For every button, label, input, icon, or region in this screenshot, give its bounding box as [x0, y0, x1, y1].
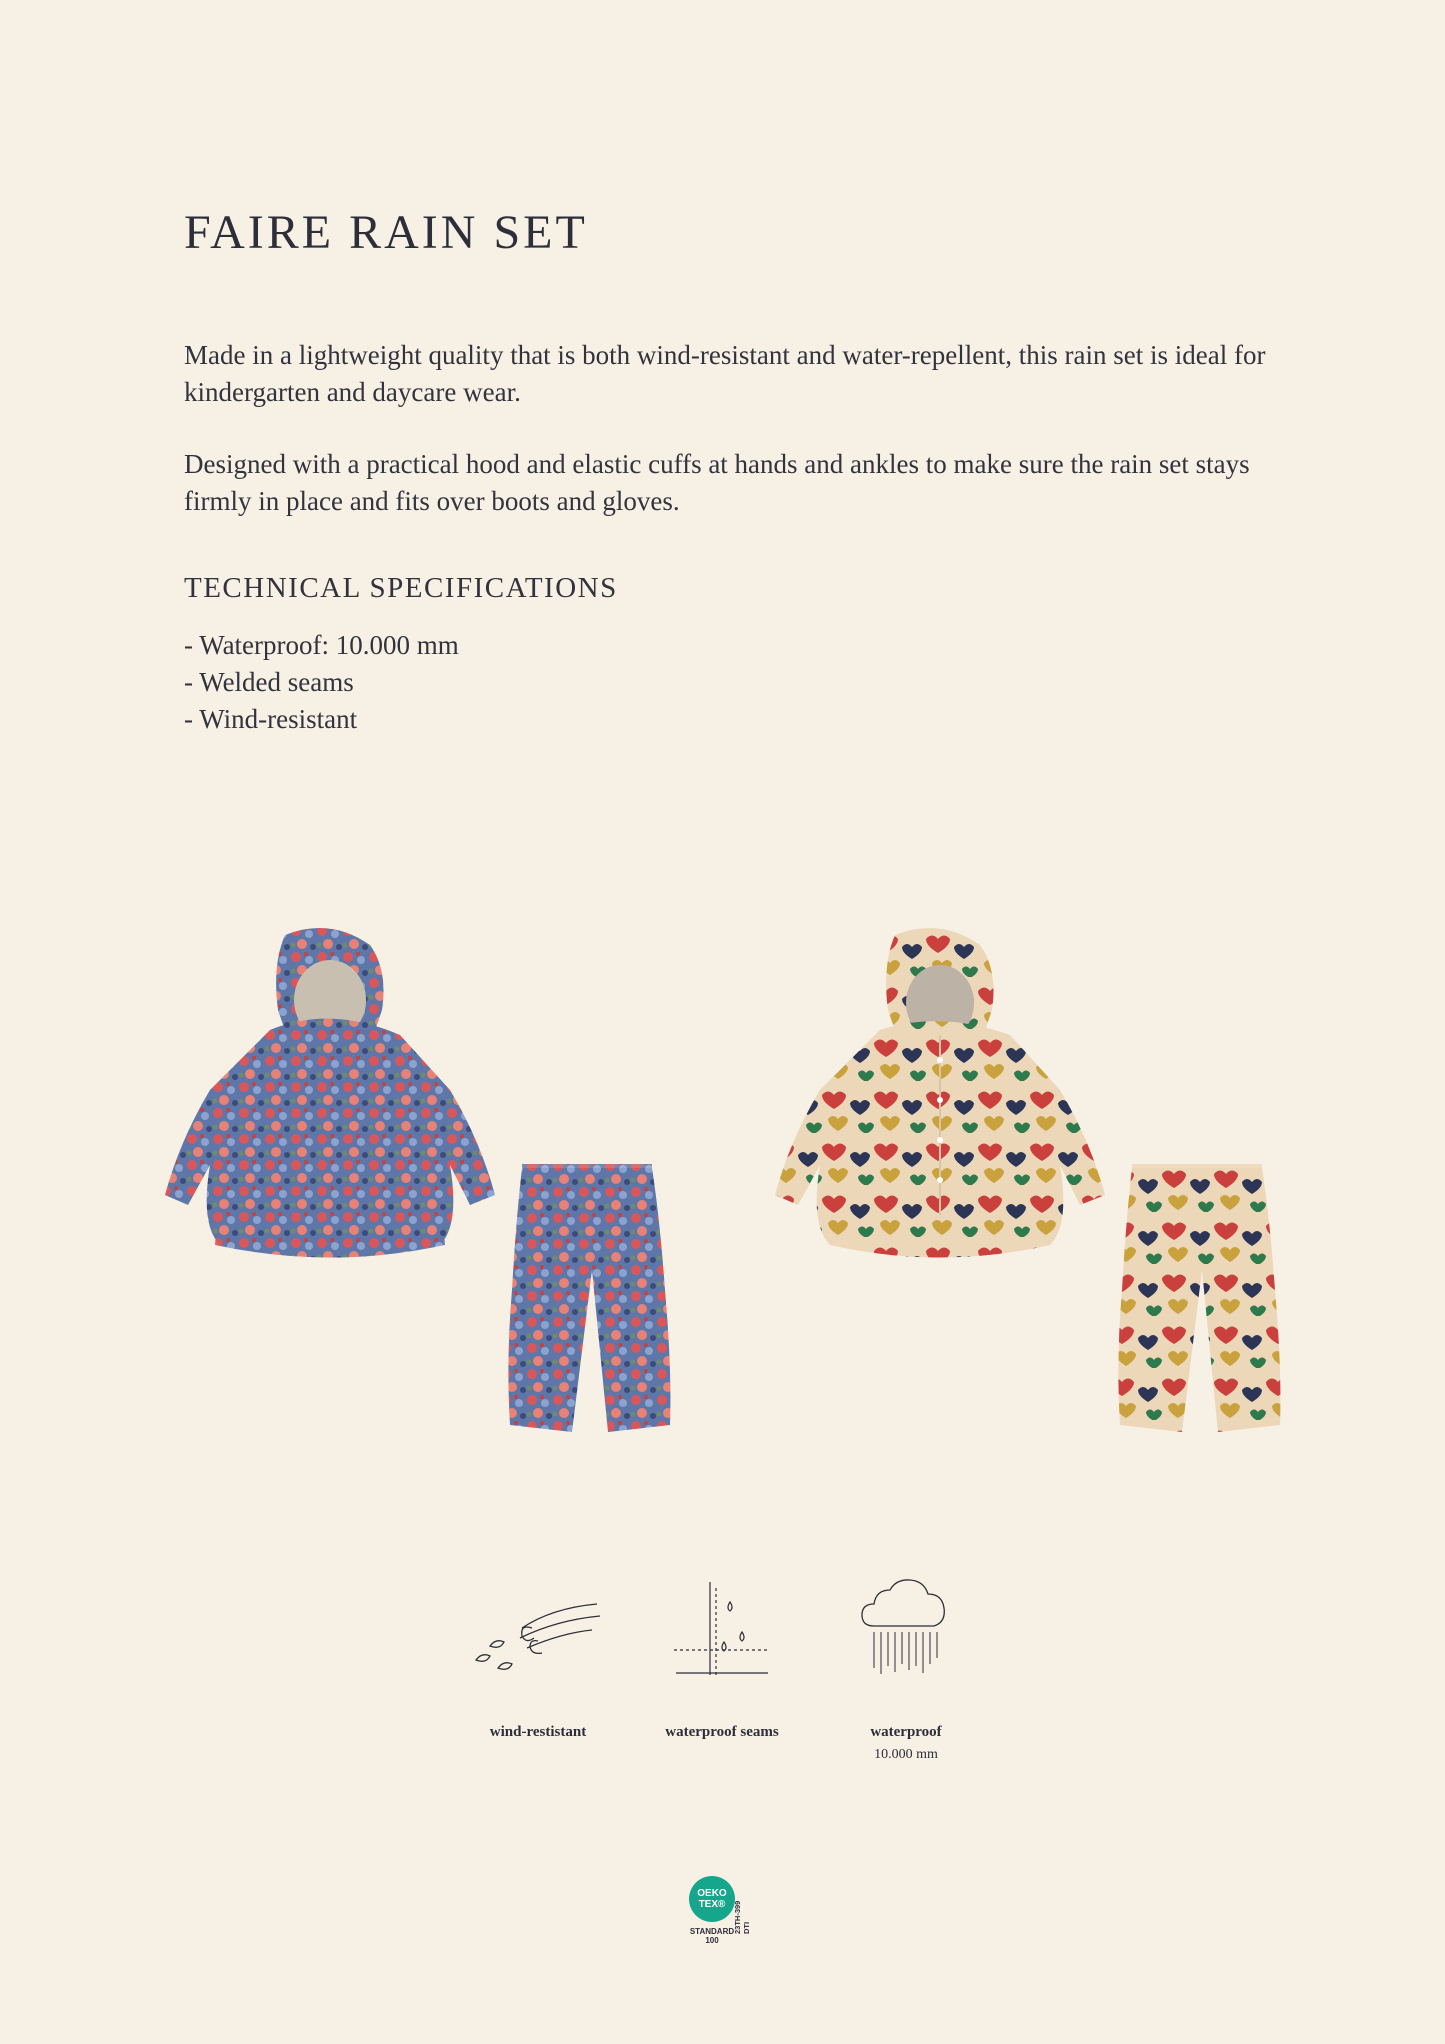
specifications-list — [184, 627, 459, 738]
wind-icon — [472, 1598, 607, 1673]
oeko-logo-line2: TEX® — [698, 1899, 726, 1910]
floral-pants-image — [500, 1160, 675, 1445]
oeko-certificate-code — [733, 1901, 751, 1934]
page-title: FAIRE RAIN SET — [184, 206, 588, 259]
oeko-standard-text — [684, 1927, 740, 1945]
oeko-code-line2: DTI — [742, 1921, 751, 1934]
oeko-standard-line2: 100 — [705, 1936, 719, 1945]
spec-item-waterproof: - Waterproof: 10.000 mm — [184, 630, 459, 660]
rain-cloud-icon — [860, 1578, 952, 1678]
description-paragraph-1: Made in a lightweight quality that is both wind-resistant and water-repellent, this rain set is ideal for kindergarten and daycare wear. — [184, 340, 1266, 407]
oeko-tex-logo — [689, 1876, 735, 1922]
feature-label-wind: wind-restistant — [489, 1724, 587, 1740]
specifications-heading: TECHNICAL SPECIFICATIONS — [184, 572, 618, 604]
seam-icon — [672, 1580, 772, 1678]
feature-label-waterproof: waterproof — [870, 1724, 942, 1740]
feature-sub-waterproof: 10.000 mm — [874, 1747, 938, 1762]
spec-item-seams: - Welded seams — [184, 667, 354, 697]
heart-jacket-image — [770, 925, 1110, 1260]
feature-label-seams: waterproof seams — [665, 1724, 779, 1740]
floral-jacket-image — [160, 925, 500, 1260]
oeko-code-line1: 23TH-399 — [733, 1900, 742, 1934]
description-paragraph-2: Designed with a practical hood and elastic cuffs at hands and ankles to make sure the rain set stays firmly in place and fits over boots and gloves. — [184, 449, 1250, 516]
heart-pants-image — [1110, 1160, 1285, 1445]
oeko-logo-line1: OEKO — [697, 1888, 727, 1899]
oeko-standard-line1: STANDARD — [689, 1927, 735, 1936]
oeko-tex-badge — [680, 1872, 770, 1962]
spec-item-wind: - Wind-resistant — [184, 704, 358, 734]
